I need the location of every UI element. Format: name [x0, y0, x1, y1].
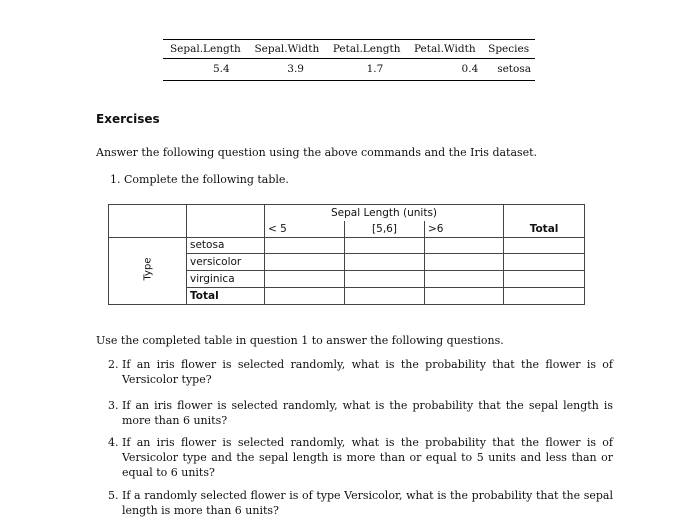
cell-petal-length: 1.7 [366, 63, 384, 75]
question-number: 3. [108, 399, 119, 412]
header-sepal-length: Sepal.Length [169, 43, 241, 55]
table-row [109, 205, 585, 221]
row-label-total: Total [187, 288, 265, 305]
type-label: Type [142, 257, 153, 281]
type-row-header [109, 237, 187, 304]
col-header-total: Total [504, 221, 585, 237]
col-header-lt5: < 5 [265, 221, 345, 237]
exercises-heading: Exercises [96, 112, 160, 126]
question-number: 4. [108, 436, 119, 449]
question-5 [108, 488, 613, 518]
question-3 [108, 398, 613, 428]
iris-sample-table [163, 39, 535, 81]
question-text: If an iris flower is selected randomly, what is the probability that the flower is of Versicolor type and the sepal length is more than or equal to 5 units and less than or equal to 6 units? [122, 436, 613, 479]
question-number: 5. [108, 489, 119, 502]
intro-text: Answer the following question using the above commands and the Iris dataset. [96, 146, 538, 159]
row-label-virginica: virginica [187, 271, 265, 288]
question-2 [108, 357, 613, 387]
table-row [163, 59, 535, 81]
question-number: 1. [110, 173, 121, 186]
exercise-table [108, 204, 585, 305]
instruction-text: Use the completed table in question 1 to answer the following questions. [96, 334, 504, 347]
cell-petal-width: 0.4 [461, 63, 479, 75]
question-text: If an iris flower is selected randomly, what is the probability that the flower is of Versicolor type? [122, 358, 613, 386]
header-species: Species [488, 43, 530, 55]
header-petal-length: Petal.Length [332, 43, 401, 55]
cell-sepal-length: 5.4 [213, 63, 230, 75]
question-number: 2. [108, 358, 119, 371]
question-text: If an iris flower is selected randomly, what is the probability that the sepal length is more than 6 units? [122, 399, 613, 427]
table-header-row [163, 40, 535, 59]
question-4 [108, 435, 613, 480]
question-1 [110, 173, 289, 186]
question-text: Complete the following table. [124, 173, 289, 186]
question-text: If a randomly selected flower is of type Versicolor, what is the probability that the sepal length is more than 6 units? [122, 489, 613, 517]
table-row [109, 221, 585, 237]
header-petal-width: Petal.Width [413, 43, 476, 55]
cell-sepal-width: 3.9 [287, 63, 304, 75]
row-label-setosa: setosa [187, 237, 265, 254]
col-header-5-6: [5,6] [345, 221, 425, 237]
row-label-versicolor: versicolor [187, 254, 265, 271]
cell-species: setosa [497, 63, 531, 75]
table-row [109, 237, 585, 254]
sepal-length-group-header: Sepal Length (units) [265, 205, 504, 221]
col-header-gt6: >6 [425, 221, 504, 237]
header-sepal-width: Sepal.Width [254, 43, 320, 55]
